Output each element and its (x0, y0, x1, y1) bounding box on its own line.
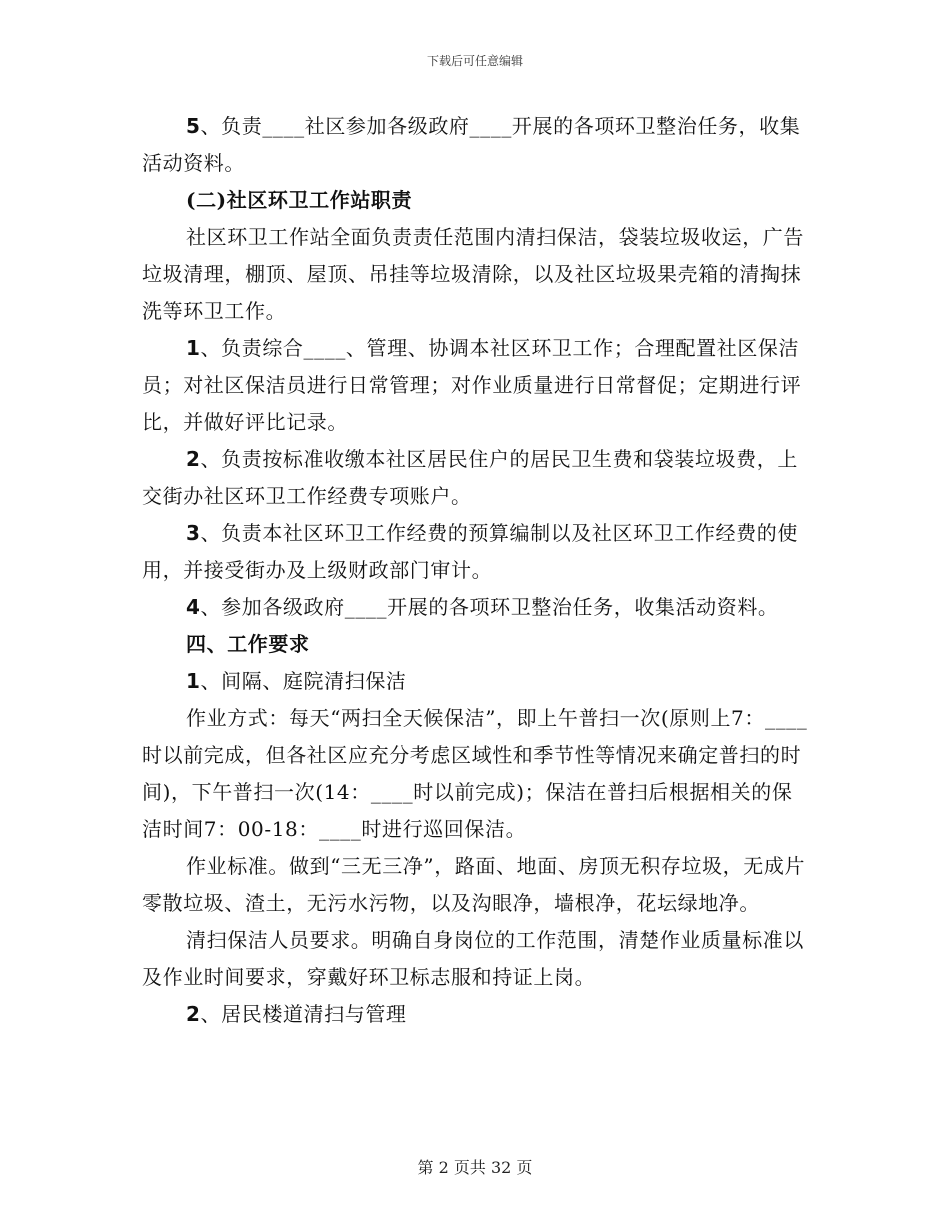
paragraph-text: 、间隔、庭院清扫保洁 (200, 669, 407, 693)
item-number: 5 (186, 114, 201, 138)
paragraph-text: 作业方式：每天“两扫全天候保洁”，即上午普扫一次(原则上7：____时以前完成，但各社区应充分考虑区域性和季节性等情况来确定普扫的时间)，下午普扫一次(14：____时以前完成)；保洁在普扫后根据相关的保洁时间7：00-18：____时进行巡回保洁。 (142, 706, 808, 841)
item-number: 1 (186, 336, 201, 360)
item-number: 4 (186, 595, 201, 619)
paragraph-text: 、负责本社区环卫工作经费的预算编制以及社区环卫工作经费的使用，并接受街办及上级财政部门审计。 (142, 521, 798, 582)
paragraph-3 (142, 515, 808, 589)
paragraph-text: 、负责____社区参加各级政府____开展的各项环卫整治任务，收集活动资料。 (142, 114, 801, 175)
paragraph-work-method (142, 700, 808, 848)
paragraph-5 (142, 108, 808, 182)
heading-text: (二)社区环卫工作站职责 (186, 188, 413, 212)
paragraph-text: 、负责综合____、管理、协调本社区环卫工作；合理配置社区保洁员；对社区保洁员进行日常管理；对作业质量进行日常督促；定期进行评比，并做好评比记录。 (142, 336, 802, 434)
subsection-1 (142, 663, 808, 700)
item-number: 1 (186, 669, 201, 693)
section-heading (142, 182, 808, 219)
paragraph-text: 、居民楼道清扫与管理 (200, 1002, 407, 1026)
paragraph-text: 作业标准。做到“三无三净”，路面、地面、房顶无积存垃圾，无成片零散垃圾、渣土，无污水污物，以及沟眼净，墙根净，花坛绿地净。 (142, 854, 806, 915)
page-header: 下载后可任意编辑 (426, 54, 523, 68)
heading-text: 四、工作要求 (186, 632, 310, 656)
item-number: 2 (186, 447, 201, 471)
page-footer: 第 2 页共 32 页 (417, 1158, 533, 1177)
section-heading (142, 626, 808, 663)
item-number: 3 (186, 521, 201, 545)
paragraph-1 (142, 330, 808, 441)
paragraph-intro (142, 219, 808, 330)
paragraph-work-standard (142, 848, 808, 922)
paragraph-4 (142, 589, 808, 626)
paragraph-2 (142, 441, 808, 515)
subsection-2 (142, 996, 808, 1033)
document-body (142, 108, 808, 1033)
paragraph-text: 社区环卫工作站全面负责责任范围内清扫保洁，袋装垃圾收运，广告垃圾清理，棚顶、屋顶、吊挂等垃圾清除，以及社区垃圾果壳箱的清掏抹洗等环卫工作。 (142, 225, 804, 323)
item-number: 2 (186, 1002, 201, 1026)
paragraph-staff-requirements (142, 922, 808, 996)
paragraph-text: 清扫保洁人员要求。明确自身岗位的工作范围，清楚作业质量标准以及作业时间要求，穿戴好环卫标志服和持证上岗。 (142, 928, 804, 989)
paragraph-text: 、参加各级政府____开展的各项环卫整治任务，收集活动资料。 (200, 595, 779, 619)
paragraph-text: 、负责按标准收缴本社区居民住户的居民卫生费和袋装垃圾费，上交街办社区环卫工作经费专项账户。 (142, 447, 798, 508)
